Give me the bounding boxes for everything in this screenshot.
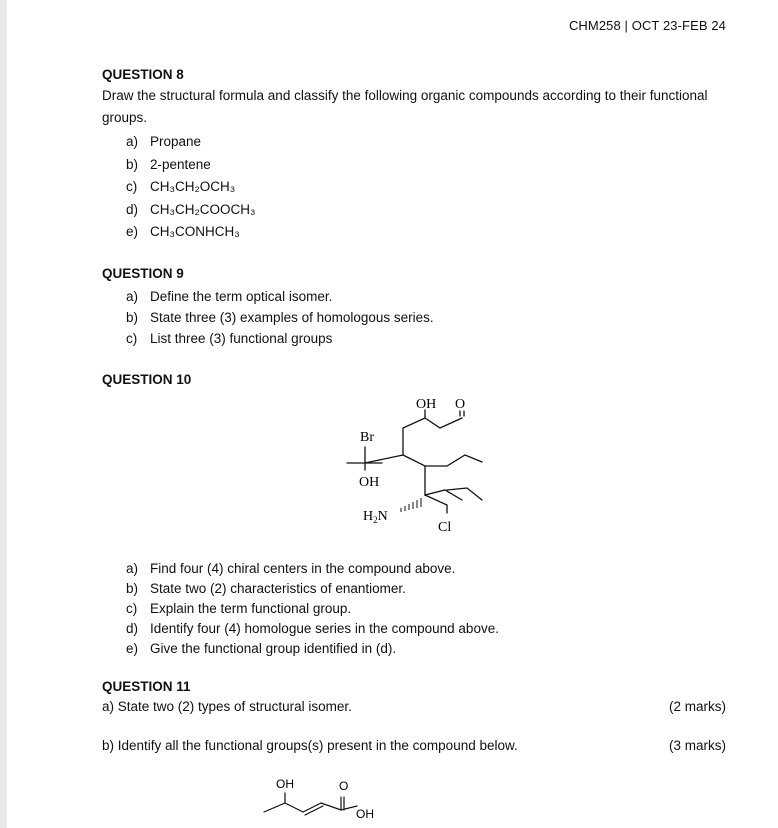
question-9-list	[126, 286, 434, 349]
question-11-title: QUESTION 11	[102, 679, 191, 694]
list-item: c) List three (3) functional groups	[126, 331, 333, 346]
question-10-structure	[330, 388, 500, 538]
carbonyl-oxygen-label: O	[455, 397, 466, 412]
question-10-title: QUESTION 10	[102, 372, 192, 387]
list-item: c) Explain the term functional group.	[126, 601, 352, 616]
list-item: b) 2-pentene	[126, 156, 211, 172]
question-11a-row	[102, 699, 726, 714]
chlorine-label: Cl	[438, 520, 452, 535]
list-item: a) Define the term optical isomer.	[126, 289, 333, 304]
hydroxyl-label: OH	[359, 475, 380, 490]
acid-hydroxyl-label: OH	[356, 807, 374, 821]
carbonyl-oxygen-label: O	[339, 779, 349, 793]
question-11b-row	[102, 738, 726, 753]
list-item: b) State three (3) examples of homologous series.	[126, 310, 434, 325]
list-item: c) CH₃CH₂OCH₃	[126, 179, 236, 194]
question-9-title: QUESTION 9	[102, 266, 184, 281]
question-11a-marks: (2 marks)	[669, 699, 726, 714]
list-item: a) Propane	[126, 134, 202, 149]
question-11a-text: a) State two (2) types of structural isomer.	[102, 699, 352, 714]
list-item: d) CH₃CH₂COOCH₃	[126, 201, 256, 217]
list-item: b) State two (2) characteristics of enantiomer.	[126, 581, 406, 596]
question-8-list	[126, 131, 255, 244]
list-item: e) Give the functional group identified in (d).	[126, 641, 397, 656]
bromine-label: Br	[360, 430, 374, 445]
hydroxyl-label: OH	[276, 777, 294, 791]
question-11b-text: b) Identify all the functional groups(s) present in the compound below.	[102, 738, 518, 753]
question-8-title: QUESTION 8	[102, 67, 184, 82]
list-item: d) Identify four (4) homologue series in the compound above.	[126, 621, 499, 636]
list-item: a) Find four (4) chiral centers in the compound above.	[126, 561, 456, 576]
course-header: CHM258 | OCT 23-FEB 24	[568, 18, 726, 33]
page-edge	[0, 0, 7, 828]
list-item: e) CH₃CONHCH₃	[126, 224, 240, 239]
question-10-list	[126, 559, 499, 659]
question-8-prompt: Draw the structural formula and classify the following organic compounds according to their functional groups.	[102, 88, 708, 125]
question-11-structure	[255, 770, 395, 826]
amine-label: $H_2N$	[363, 509, 388, 525]
question-11b-marks: (3 marks)	[669, 738, 726, 753]
top-hydroxyl-label: OH	[416, 397, 437, 412]
